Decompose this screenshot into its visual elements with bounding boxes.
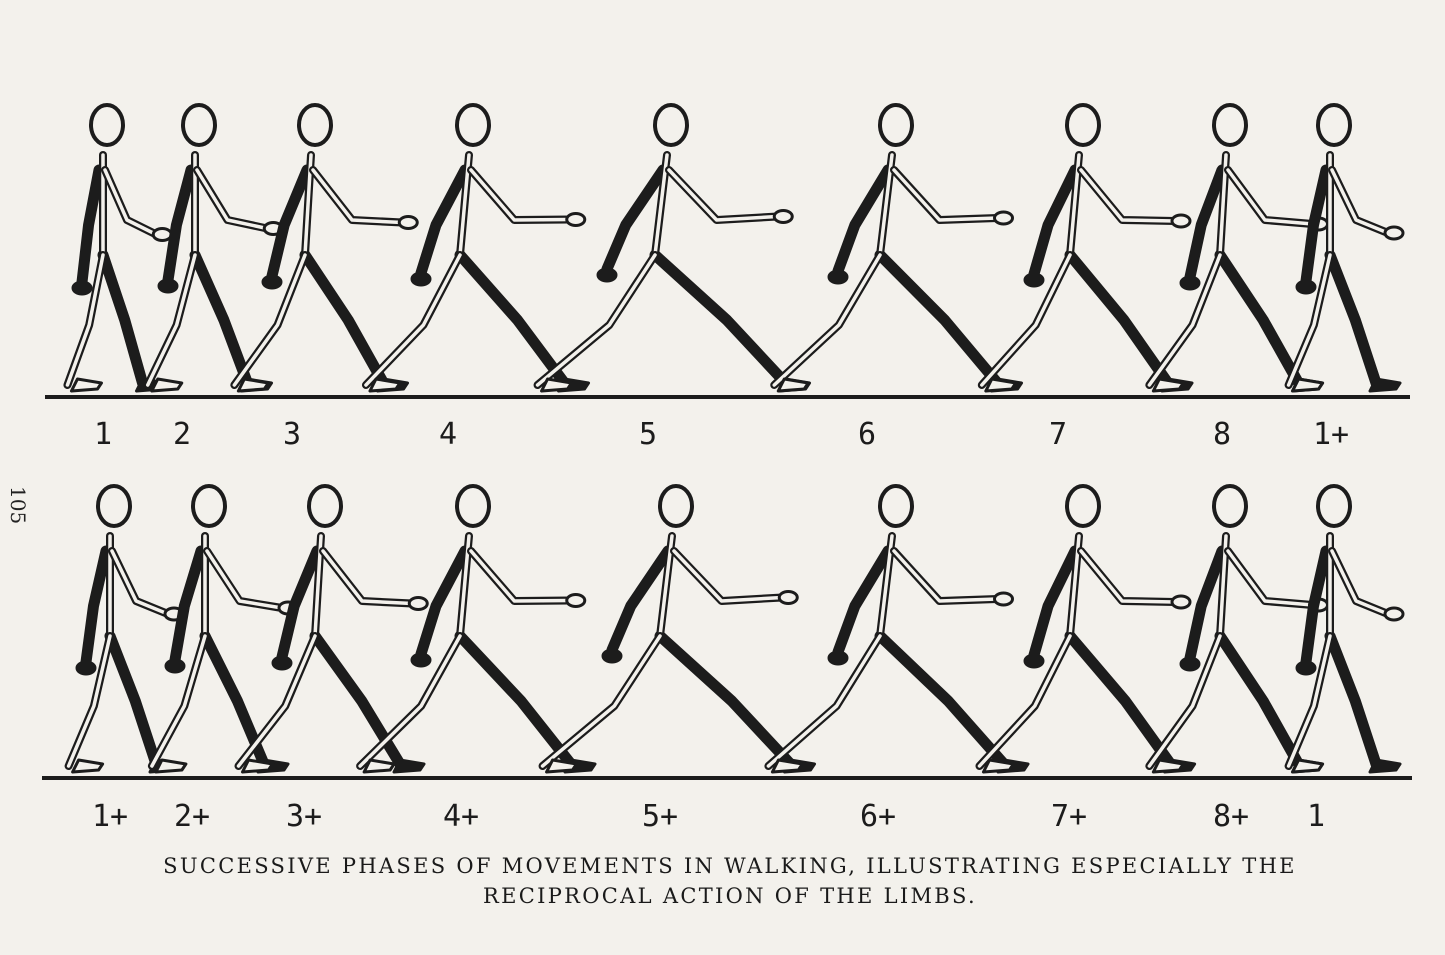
back-foot: [1370, 760, 1400, 772]
head: [880, 105, 912, 145]
back-arm: [175, 551, 201, 660]
front-arm: [1332, 170, 1388, 233]
back-leg: [1220, 636, 1299, 764]
walking-figure: [543, 486, 815, 772]
figure-row-bottom: [69, 486, 1403, 772]
back-hand: [1025, 655, 1043, 667]
phase-label: 4+: [442, 799, 480, 834]
front-hand: [995, 593, 1013, 605]
head: [880, 486, 912, 526]
head: [1318, 105, 1350, 145]
front-foot: [73, 760, 103, 772]
head: [457, 486, 489, 526]
back-leg: [110, 636, 156, 764]
back-hand: [1297, 662, 1315, 674]
walking-figure: [360, 486, 595, 772]
back-leg: [1070, 255, 1168, 383]
front-leg: [982, 255, 1070, 385]
back-hand: [166, 660, 184, 672]
front-hand: [1172, 215, 1190, 227]
front-foot: [547, 760, 577, 772]
front-foot: [778, 379, 808, 391]
back-leg: [655, 255, 786, 383]
page-number: 105: [6, 486, 30, 525]
back-leg: [460, 255, 565, 383]
back-leg: [880, 255, 998, 383]
front-hand: [774, 211, 792, 223]
front-foot: [156, 760, 186, 772]
head: [98, 486, 130, 526]
front-leg: [360, 636, 460, 766]
phase-label: 6: [857, 417, 877, 452]
back-hand: [829, 652, 847, 664]
front-hand: [995, 212, 1013, 224]
front-foot: [243, 760, 273, 772]
back-leg: [880, 636, 1004, 764]
head: [1318, 486, 1350, 526]
phase-label: 5: [638, 417, 658, 452]
front-foot: [772, 760, 802, 772]
front-arm: [197, 170, 267, 229]
front-foot: [1293, 379, 1323, 391]
phase-label: 6+: [859, 799, 897, 834]
phase-label: 8: [1212, 417, 1232, 452]
back-hand: [77, 662, 95, 674]
back-leg: [103, 255, 143, 383]
back-foot: [394, 760, 424, 772]
phase-label: 1: [93, 417, 113, 452]
front-arm: [105, 170, 156, 235]
back-leg: [1070, 636, 1171, 764]
head: [309, 486, 341, 526]
back-hand: [829, 271, 847, 283]
front-foot: [71, 379, 101, 391]
front-arm: [1228, 551, 1313, 605]
front-arm: [1228, 170, 1313, 224]
head: [91, 105, 123, 145]
front-hand: [567, 214, 585, 226]
phase-labels-bottom: [92, 799, 1325, 834]
front-arm: [207, 551, 282, 608]
figure-row-top: [67, 105, 1403, 391]
front-foot: [370, 379, 400, 391]
phase-labels-top: [94, 417, 1349, 452]
head: [655, 105, 687, 145]
phase-label: 8+: [1212, 799, 1250, 834]
back-leg: [660, 636, 791, 764]
front-hand: [409, 598, 427, 610]
front-arm: [1081, 551, 1175, 602]
walking-figure: [538, 105, 810, 391]
front-leg: [774, 255, 880, 385]
front-foot: [152, 379, 182, 391]
walking-figure: [1289, 105, 1403, 391]
phase-label: 1+: [1312, 417, 1350, 452]
front-foot: [1293, 760, 1323, 772]
caption-line-1: SUCCESSIVE PHASES OF MOVEMENTS IN WALKING, ILLUSTRATING ESPECIALLY THE: [163, 854, 1297, 878]
front-hand: [1385, 227, 1403, 239]
front-arm: [894, 170, 998, 220]
back-leg: [460, 636, 571, 764]
back-arm: [86, 551, 106, 662]
head: [1214, 105, 1246, 145]
walking-figure: [67, 105, 171, 391]
phase-label: 1+: [91, 799, 129, 834]
front-arm: [674, 551, 782, 601]
front-hand: [153, 229, 171, 241]
phase-label: 3: [282, 417, 302, 452]
back-hand: [412, 654, 430, 666]
head: [457, 105, 489, 145]
back-hand: [1181, 658, 1199, 670]
head: [299, 105, 331, 145]
back-arm: [168, 170, 191, 280]
phase-label: 7+: [1050, 799, 1088, 834]
front-foot: [983, 760, 1013, 772]
back-leg: [1220, 255, 1299, 383]
head: [183, 105, 215, 145]
front-arm: [669, 170, 777, 220]
front-leg: [543, 636, 660, 766]
back-hand: [412, 273, 430, 285]
walking-figure: [768, 486, 1028, 772]
back-leg: [305, 255, 384, 383]
front-leg: [768, 636, 880, 766]
front-leg: [538, 255, 655, 385]
head: [1067, 486, 1099, 526]
phase-label: 2: [172, 417, 192, 452]
back-arm: [82, 170, 99, 282]
back-hand: [1181, 277, 1199, 289]
back-hand: [598, 269, 616, 281]
front-arm: [1081, 170, 1175, 221]
back-leg: [1330, 636, 1376, 764]
back-hand: [1297, 281, 1315, 293]
back-foot: [1370, 379, 1400, 391]
front-hand: [1385, 608, 1403, 620]
walking-figure: [152, 486, 297, 772]
head: [660, 486, 692, 526]
phase-label: 1: [1306, 799, 1326, 834]
back-hand: [1025, 274, 1043, 286]
phase-label: 2+: [173, 799, 211, 834]
back-hand: [273, 657, 291, 669]
head: [1067, 105, 1099, 145]
front-foot: [364, 760, 394, 772]
head: [1214, 486, 1246, 526]
walking-figure: [979, 486, 1194, 772]
phase-label: 7: [1048, 417, 1068, 452]
walking-figure: [366, 105, 589, 391]
walking-figure: [982, 105, 1192, 391]
walking-figure: [774, 105, 1021, 391]
front-foot: [542, 379, 572, 391]
front-arm: [894, 551, 998, 601]
front-arm: [112, 551, 168, 614]
head: [193, 486, 225, 526]
back-leg: [1330, 255, 1376, 383]
front-arm: [323, 551, 412, 604]
front-arm: [1332, 551, 1388, 614]
back-hand: [603, 650, 621, 662]
front-arm: [313, 170, 402, 223]
front-leg: [1149, 636, 1220, 766]
phase-label: 5+: [641, 799, 679, 834]
front-hand: [399, 217, 417, 229]
back-hand: [159, 280, 177, 292]
back-hand: [73, 282, 91, 294]
phase-label: 4: [438, 417, 458, 452]
front-arm: [471, 170, 570, 220]
front-leg: [1149, 255, 1220, 385]
front-arm: [471, 551, 570, 601]
back-hand: [263, 276, 281, 288]
walking-figure: [1289, 486, 1403, 772]
front-foot: [1153, 760, 1183, 772]
walking-figure: [234, 105, 417, 391]
front-hand: [567, 595, 585, 607]
caption-line-2: RECIPROCAL ACTION OF THE LIMBS.: [483, 884, 977, 908]
front-foot: [238, 379, 268, 391]
phase-label: 3+: [285, 799, 323, 834]
front-hand: [779, 592, 797, 604]
back-leg: [195, 255, 248, 383]
walking-figure: [69, 486, 183, 772]
front-foot: [986, 379, 1016, 391]
front-leg: [979, 636, 1070, 766]
front-foot: [1153, 379, 1183, 391]
front-hand: [1172, 596, 1190, 608]
